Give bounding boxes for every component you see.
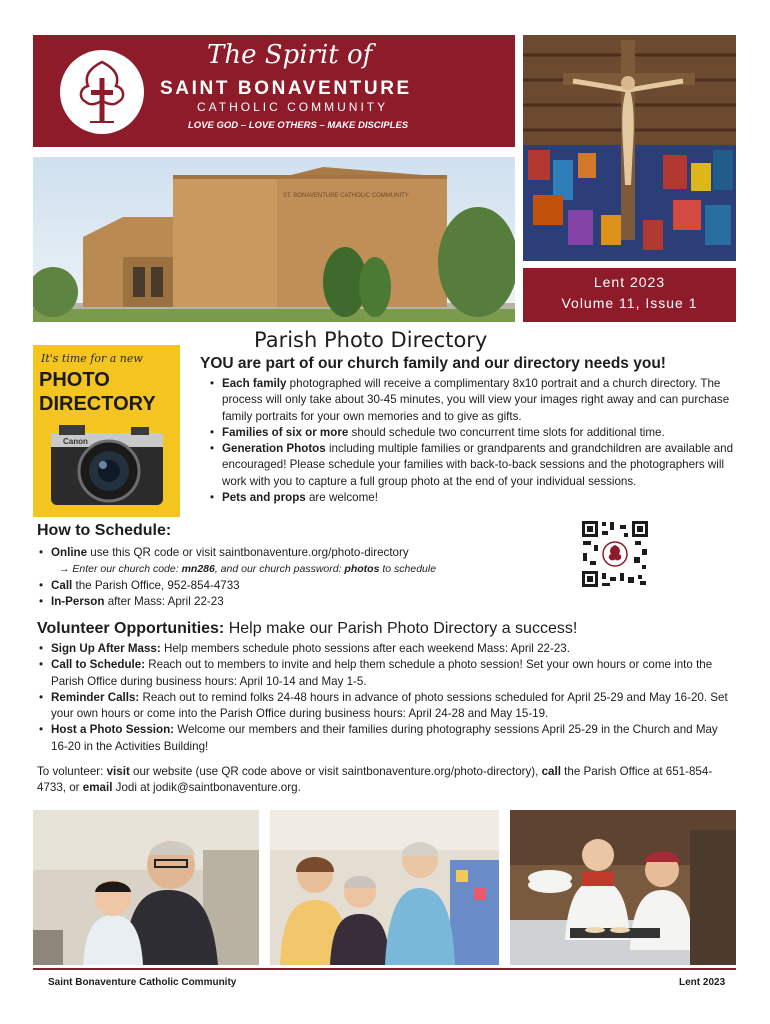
- contact-pre: To volunteer:: [37, 765, 107, 778]
- photo-grandparent-child: [33, 810, 259, 965]
- item-bold: Host a Photo Session:: [51, 723, 175, 737]
- logo: [60, 50, 144, 134]
- list-item: [208, 490, 738, 506]
- item-bold: Call to Schedule:: [51, 658, 146, 672]
- church-password: photos: [344, 563, 380, 576]
- point-bold: Pets and props: [222, 491, 306, 505]
- article-title: Parish Photo Directory: [254, 328, 488, 352]
- list-item: [37, 657, 737, 690]
- promo-heading-photo: PHOTO: [39, 369, 110, 391]
- schedule-note: [37, 561, 557, 577]
- volunteer-contact: [37, 764, 737, 797]
- inperson-text: after Mass: April 22-23: [104, 594, 224, 608]
- newsletter-script-title: The Spirit of: [207, 40, 373, 70]
- list-item: [37, 578, 557, 594]
- church-building-photo: [33, 157, 515, 322]
- note-post: to schedule: [379, 563, 437, 576]
- point-bold: Families of six or more: [222, 425, 349, 439]
- online-bold: Online: [51, 546, 88, 559]
- promo-tagline: It's time for a new: [41, 352, 143, 365]
- note-mid: , and our church password:: [214, 563, 345, 576]
- intro-list: [208, 376, 738, 506]
- item-text: Reach out to members to invite and help them schedule a photo session! Set your own hours or come into the Parish Office during business hours: April 10-14 and May 1-5.: [51, 658, 713, 688]
- volunteer-list: [37, 641, 737, 755]
- item-bold: Sign Up After Mass:: [51, 642, 161, 655]
- list-item: [208, 441, 738, 490]
- list-item: [37, 722, 737, 755]
- point-text: should schedule two concurrent time slots for additional time.: [348, 425, 665, 439]
- issue-season: Lent 2023: [593, 274, 666, 290]
- volunteer-heading: [37, 620, 577, 638]
- org-name: SAINT BONAVENTURE: [160, 78, 412, 99]
- call-text: the Parish Office, 952-854-4733: [72, 578, 240, 592]
- point-bold: Generation Photos: [222, 442, 326, 456]
- org-subtitle: CATHOLIC COMMUNITY: [197, 100, 389, 114]
- promo-heading-directory: DIRECTORY: [39, 393, 156, 415]
- item-text: Help members schedule photo sessions after each weekend Mass: April 22-23.: [160, 642, 570, 655]
- online-text: use this QR code or visit saintbonaventure.org/photo-directory: [87, 546, 409, 559]
- church-sign: ST. BONAVENTURE CATHOLIC COMMUNITY: [283, 193, 409, 199]
- contact-email: email: [82, 781, 113, 795]
- footer-issue: Lent 2023: [679, 977, 726, 988]
- photo-three-women: [270, 810, 499, 965]
- point-text: including multiple families or grandparents and grandchildren are available and encouraged! Please schedule your families with back-to-back sessions and the photographers will work with you to capture a full group photo at the end of your individual sessions.: [222, 442, 734, 488]
- crucifix-photo: [523, 35, 736, 261]
- point-text: are welcome!: [305, 491, 378, 505]
- qr-code-icon: [580, 519, 650, 589]
- call-bold: Call: [51, 578, 73, 592]
- article-subtitle: YOU are part of our church family and our directory needs you!: [200, 355, 666, 372]
- contact-post: Jodi at jodik@saintbonaventure.org.: [112, 781, 301, 795]
- tagline: LOVE GOD – LOVE OTHERS – MAKE DISCIPLES: [188, 120, 409, 131]
- volunteer-heading-bold: Volunteer Opportunities:: [37, 620, 225, 637]
- item-text: Reach out to remind folks 24-48 hours in advance of photo sessions scheduled for April 25-29 and May 16-20. Set your own hours or come into the Parish Office during business hours: April 24-28 and May 15-19.: [51, 690, 728, 721]
- contact-mid1: our website (use QR code above or visit saintbonaventure.org/photo-directory),: [129, 765, 542, 778]
- list-item: [208, 376, 738, 425]
- point-text: photographed will receive a complimentary 8x10 portrait and a church directory. The process will only take about 30-45 minutes, you will view your images right away and can purchase family portraits for your own memories and to give as gifts.: [222, 377, 730, 423]
- camera-brand: Canon: [63, 437, 88, 446]
- church-code: mn286: [181, 563, 215, 576]
- contact-visit: visit: [106, 765, 130, 778]
- point-bold: Each family: [222, 377, 287, 390]
- contact-call: call: [541, 765, 561, 778]
- issue-volume: Volume 11, Issue 1: [561, 295, 698, 311]
- list-item: [37, 594, 557, 610]
- item-bold: Reminder Calls:: [51, 690, 140, 704]
- qr-code[interactable]: [580, 519, 650, 589]
- note-pre: → Enter our church code:: [59, 563, 182, 576]
- footer-org-name: Saint Bonaventure Catholic Community: [48, 977, 237, 988]
- list-item: [208, 425, 738, 441]
- item-text: Welcome our members and their families during photography sessions April 25-29 in the Church and May 16-20 in the Activities Building!: [51, 723, 718, 753]
- schedule-list: [37, 545, 557, 610]
- list-item: [37, 545, 557, 561]
- footer-divider: [33, 968, 736, 970]
- list-item: [37, 641, 737, 657]
- photo-kitchen-volunteers: [510, 810, 736, 965]
- volunteer-heading-rest: Help make our Parish Photo Directory a success!: [224, 620, 578, 637]
- schedule-heading: How to Schedule:: [37, 522, 172, 539]
- contact-mid2: the Parish Office at 651-854-4733, or: [37, 765, 713, 795]
- inperson-bold: In-Person: [51, 594, 105, 608]
- list-item: [37, 690, 737, 723]
- tree-cross-logo-icon: [60, 50, 144, 134]
